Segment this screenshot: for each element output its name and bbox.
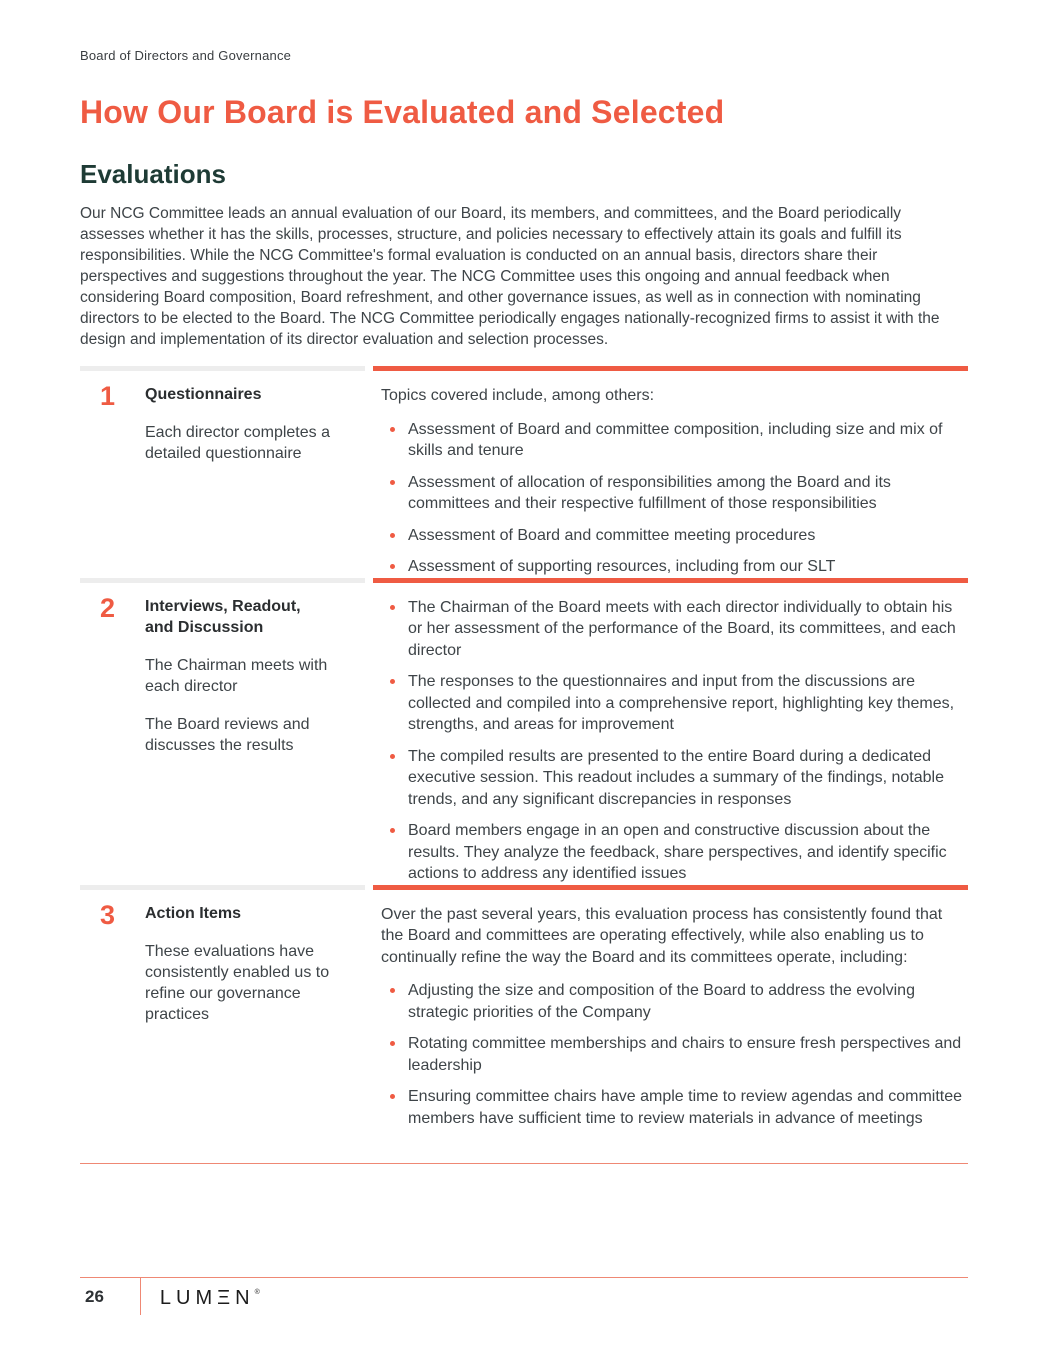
- bullet-item: [381, 419, 968, 462]
- step-row-action-items: [80, 885, 968, 1163]
- bullet-text: The Chairman of the Board meets with each director individually to obtain his or her assessment of the performance of the Board, its committees, and each director: [408, 598, 956, 659]
- step-description: These evaluations have consistently enabled us to refine our governance practices: [145, 942, 330, 1023]
- step-bullet-list: [381, 597, 968, 885]
- bullet-item: [381, 597, 968, 662]
- step-title-line: and Discussion: [145, 618, 264, 636]
- step-description: Each director completes a detailed questionnaire: [145, 424, 330, 462]
- step-number: 2: [100, 592, 116, 623]
- breadcrumb: Board of Directors and Governance: [80, 48, 292, 63]
- bullet-item: [381, 746, 968, 811]
- step-left-column: [80, 366, 365, 578]
- registered-mark: ®: [254, 1288, 260, 1296]
- step-title-line: Questionnaires: [145, 386, 262, 403]
- step-description: The Chairman meets with each director: [145, 656, 328, 695]
- step-title-line: Interviews, Readout,: [145, 597, 301, 615]
- step-title: [145, 903, 360, 924]
- bullet-text: Assessment of supporting resources, including from our SLT: [408, 558, 836, 575]
- step-title: [145, 384, 360, 405]
- section-heading: Evaluations: [80, 159, 226, 189]
- bullet-text: Assessment of Board and committee meeting procedures: [408, 526, 816, 544]
- step-title: [145, 596, 360, 638]
- step-content-intro: Over the past several years, this evaluation process has consistently found that the Board and committees are operating effectively, while also enabling us to continually refine the way the Board and its committees operate, including:: [381, 905, 943, 966]
- evaluation-steps-table: [80, 366, 968, 1164]
- bullet-text: Assessment of Board and committee composition, including size and mix of skills and tenure: [408, 420, 943, 459]
- step-title-block: [145, 903, 360, 1163]
- step-left-column: [80, 578, 365, 885]
- bullet-item: [381, 671, 968, 736]
- step-number: 3: [100, 899, 116, 930]
- lumen-logo-text: LUMΞN: [159, 1286, 255, 1309]
- step-row-interviews: [80, 578, 968, 885]
- step-number: 1: [100, 381, 116, 411]
- bullet-text: Rotating committee memberships and chairs to ensure fresh perspectives and leadership: [408, 1035, 962, 1074]
- step-title-block: [145, 384, 360, 578]
- step-description: The Board reviews and discusses the results: [145, 715, 310, 754]
- step-right-column: [373, 885, 968, 1163]
- bullet-item: [381, 1033, 968, 1076]
- intro-paragraph: Our NCG Committee leads an annual evaluation of our Board, its members, and committees, and the Board periodically assesses whether it has the skills, processes, structure, and policies necessary to effectively attain its goals and fulfill its responsibilities. While the NCG Committee's formal evaluation is conducted on an annual basis, directors share their perspectives and suggestions throughout the year. The NCG Committee uses this ongoing and annual feedback when considering Board composition, Board refreshment, and other governance issues, as well as in connection with nominating directors to be elected to the Board. The NCG Committee periodically engages nationally-recognized firms to assist it with the design and implementation of its director evaluation and selection processes.: [80, 205, 940, 348]
- lumen-logo: [160, 1287, 260, 1310]
- bullet-item: [381, 820, 968, 885]
- step-title-line: Action Items: [145, 904, 242, 922]
- bullet-text: Adjusting the size and composition of the Board to address the evolving strategic priorities of the Company: [408, 982, 915, 1021]
- bullet-text: Board members engage in an open and constructive discussion about the results. They analyze the feedback, share perspectives, and identify specific actions to address any identified issues: [408, 822, 947, 882]
- bullet-text: Ensuring committee chairs have ample time to review agendas and committee members have sufficient time to review materials in advance of meetings: [408, 1088, 963, 1127]
- step-content-intro: Topics covered include, among others:: [381, 387, 655, 404]
- bullet-item: [381, 472, 968, 515]
- footer-divider: [140, 1278, 141, 1315]
- step-left-column: [80, 885, 365, 1163]
- bullet-item: [381, 525, 968, 547]
- step-bullet-list: [381, 980, 968, 1129]
- page-footer: [80, 1277, 968, 1317]
- bullet-text: The responses to the questionnaires and input from the discussions are collected and compiled into a comprehensive report, highlighting key themes, strengths, and areas for improvement: [408, 673, 955, 733]
- step-right-column: [373, 578, 968, 885]
- page-title: How Our Board is Evaluated and Selected: [80, 94, 725, 130]
- page-number: 26: [85, 1286, 104, 1306]
- bullet-text: Assessment of allocation of responsibilities among the Board and its committees and their respective fulfillment of those responsibilities: [408, 473, 891, 512]
- table-bottom-rule: [80, 1163, 968, 1164]
- bullet-item: [381, 1086, 968, 1129]
- bullet-item: [381, 556, 968, 578]
- step-title-block: [145, 596, 360, 885]
- bullet-text: The compiled results are presented to the entire Board during a dedicated executive session. This readout includes a summary of the findings, notable trends, and any significant discrepancies in responses: [408, 747, 944, 808]
- step-row-questionnaires: [80, 366, 968, 578]
- step-right-column: [373, 366, 968, 578]
- bullet-item: [381, 980, 968, 1023]
- step-bullet-list: [381, 419, 968, 578]
